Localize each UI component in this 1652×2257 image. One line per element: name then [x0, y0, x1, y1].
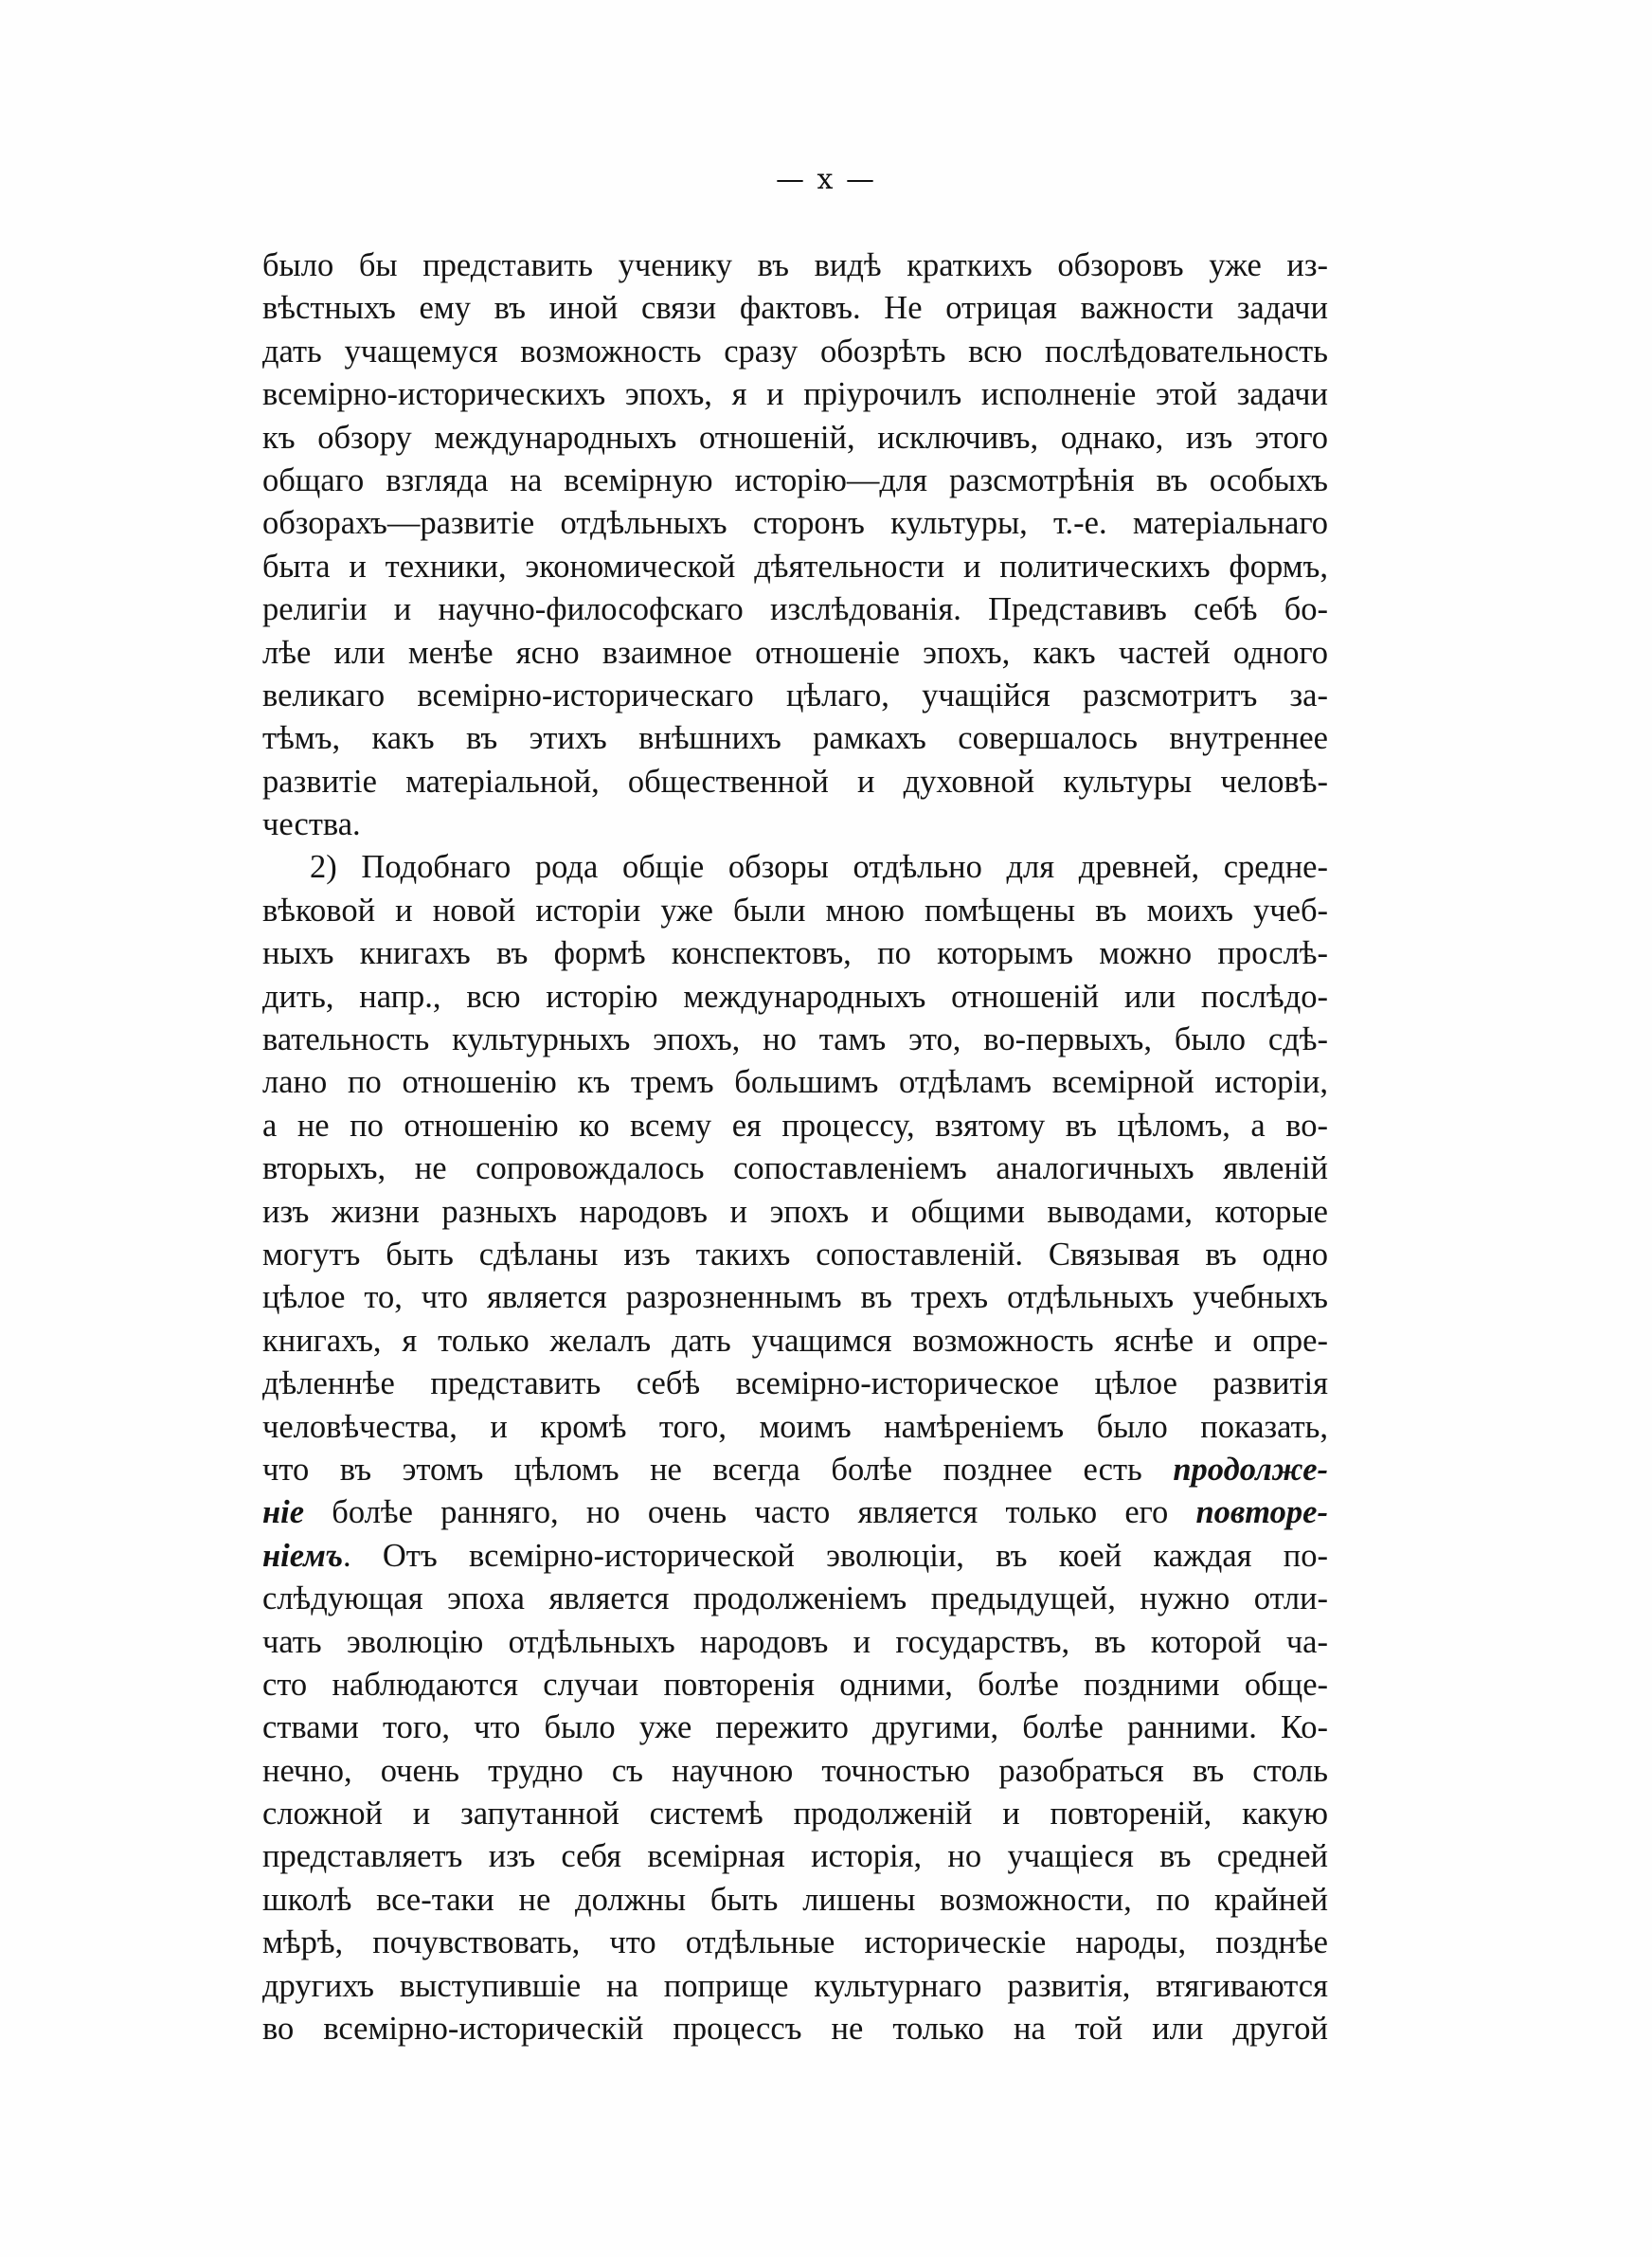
line-text: . Отъ всемірно-исторической эволюціи, въ коей каждая по- — [343, 1537, 1328, 1574]
text-line: развитіе матеріальной, общественной и духовной культуры человѣ- — [262, 763, 1328, 800]
text-line: ствами того, что было уже пережито другими, болѣе ранними. Ко- — [262, 1709, 1328, 1746]
text-line: быта и техники, экономической дѣятельности и политическихъ формъ, — [262, 548, 1328, 585]
text-line — [262, 1535, 1328, 1578]
text-line: общаго взгляда на всемірную исторію—для разсмотрѣнія въ особыхъ — [262, 461, 1328, 498]
text-line: вѣковой и новой исторіи уже были мною помѣщены въ моихъ учеб- — [262, 892, 1328, 929]
text-line: дать учащемуся возможность сразу обозрѣть всю послѣдовательность — [262, 333, 1328, 370]
text-line: вѣстныхъ ему въ иной связи фактовъ. Не отрицая важности задачи — [262, 290, 1328, 327]
text-line: лано по отношенію къ тремъ большимъ отдѣламъ всемірной исторіи, — [262, 1064, 1328, 1101]
text-line — [262, 1449, 1328, 1491]
text-line: во всемірно-историческій процессъ не только на той или другой — [262, 2011, 1328, 2048]
italic-emphasis: ніе — [262, 1494, 305, 1531]
text-line: религіи и научно-философскаго изслѣдованія. Представивъ себѣ бо- — [262, 591, 1328, 628]
text-line: человѣчества, и кромѣ того, моимъ намѣреніемъ было показать, — [262, 1408, 1328, 1445]
text-line: слѣдующая эпоха является продолженіемъ предыдущей, нужно отли- — [262, 1580, 1328, 1617]
text-line: обзорахъ—развитіе отдѣльныхъ сторонъ культуры, т.-е. матеріальнаго — [262, 505, 1328, 542]
text-line — [262, 1491, 1328, 1534]
text-line: вторыхъ, не сопровождалось сопоставленіемъ аналогичныхъ явленій — [262, 1150, 1328, 1187]
italic-emphasis: продолже- — [1173, 1451, 1328, 1488]
line-text: болѣе ранняго, но очень часто является только его — [304, 1494, 1196, 1531]
text-line: великаго всемірно-историческаго цѣлаго, учащійся разсмотритъ за- — [262, 677, 1328, 713]
text-line: къ обзору международныхъ отношеній, исключивъ, однако, изъ этого — [262, 419, 1328, 456]
text-line: вательность культурныхъ эпохъ, но тамъ это, во-первыхъ, было сдѣ- — [262, 1021, 1328, 1058]
text-line: изъ жизни разныхъ народовъ и эпохъ и общими выводами, которые — [262, 1193, 1328, 1230]
text-line: тѣмъ, какъ въ этихъ внѣшнихъ рамкахъ совершалось внутреннее — [262, 720, 1328, 757]
page-number: — x — — [776, 163, 876, 196]
text-line: лѣе или менѣе ясно взаимное отношеніе эпохъ, какъ частей одного — [262, 634, 1328, 671]
text-line: цѣлое то, что является разрозненнымъ въ трехъ отдѣльныхъ учебныхъ — [262, 1279, 1328, 1316]
italic-emphasis: повторе- — [1195, 1494, 1328, 1531]
line-text: что въ этомъ цѣломъ не всегда болѣе позднее есть — [262, 1451, 1174, 1488]
text-line: книгахъ, я только желалъ дать учащимся возможность яснѣе и опре- — [262, 1322, 1328, 1359]
text-line: чать эволюцію отдѣльныхъ народовъ и государствъ, въ которой ча- — [262, 1623, 1328, 1660]
text-line: могутъ быть сдѣланы изъ такихъ сопоставленій. Связывая въ одно — [262, 1236, 1328, 1273]
text-line: ныхъ книгахъ въ формѣ конспектовъ, по которымъ можно прослѣ- — [262, 935, 1328, 972]
text-line: представляетъ изъ себя всемірная исторія, но учащіеся въ средней — [262, 1838, 1328, 1875]
text-line: всемірно-историческихъ эпохъ, я и пріурочилъ исполненіе этой задачи — [262, 376, 1328, 413]
body-text — [262, 244, 1328, 2050]
italic-emphasis: ніемъ — [262, 1537, 344, 1574]
text-line: сто наблюдаются случаи повторенія одними, болѣе поздними обще- — [262, 1666, 1328, 1703]
text-line: дѣленнѣе представить себѣ всемірно-историческое цѣлое развитія — [262, 1365, 1328, 1402]
text-line: нечно, очень трудно съ научною точностью разобраться въ столь — [262, 1752, 1328, 1789]
text-line: школѣ все-таки не должны быть лишены возможности, по крайней — [262, 1881, 1328, 1918]
paragraph-start-line: 2) Подобнаго рода общіе обзоры отдѣльно для древней, средне- — [310, 849, 1328, 886]
text-line: а не по отношенію ко всему ея процессу, взятому въ цѣломъ, а во- — [262, 1107, 1328, 1144]
text-line: мѣрѣ, почувствовать, что отдѣльные историческіе народы, позднѣе — [262, 1924, 1328, 1961]
text-line: другихъ выступившіе на поприще культурнаго развитія, втягиваются — [262, 1967, 1328, 2004]
text-line: было бы представить ученику въ видѣ краткихъ обзоровъ уже из- — [262, 247, 1328, 283]
text-line: дить, напр., всю исторію международныхъ отношеній или послѣдо- — [262, 978, 1328, 1015]
text-line: сложной и запутанной системѣ продолженій и повтореній, какую — [262, 1796, 1328, 1833]
text-line: чества. — [262, 806, 361, 843]
